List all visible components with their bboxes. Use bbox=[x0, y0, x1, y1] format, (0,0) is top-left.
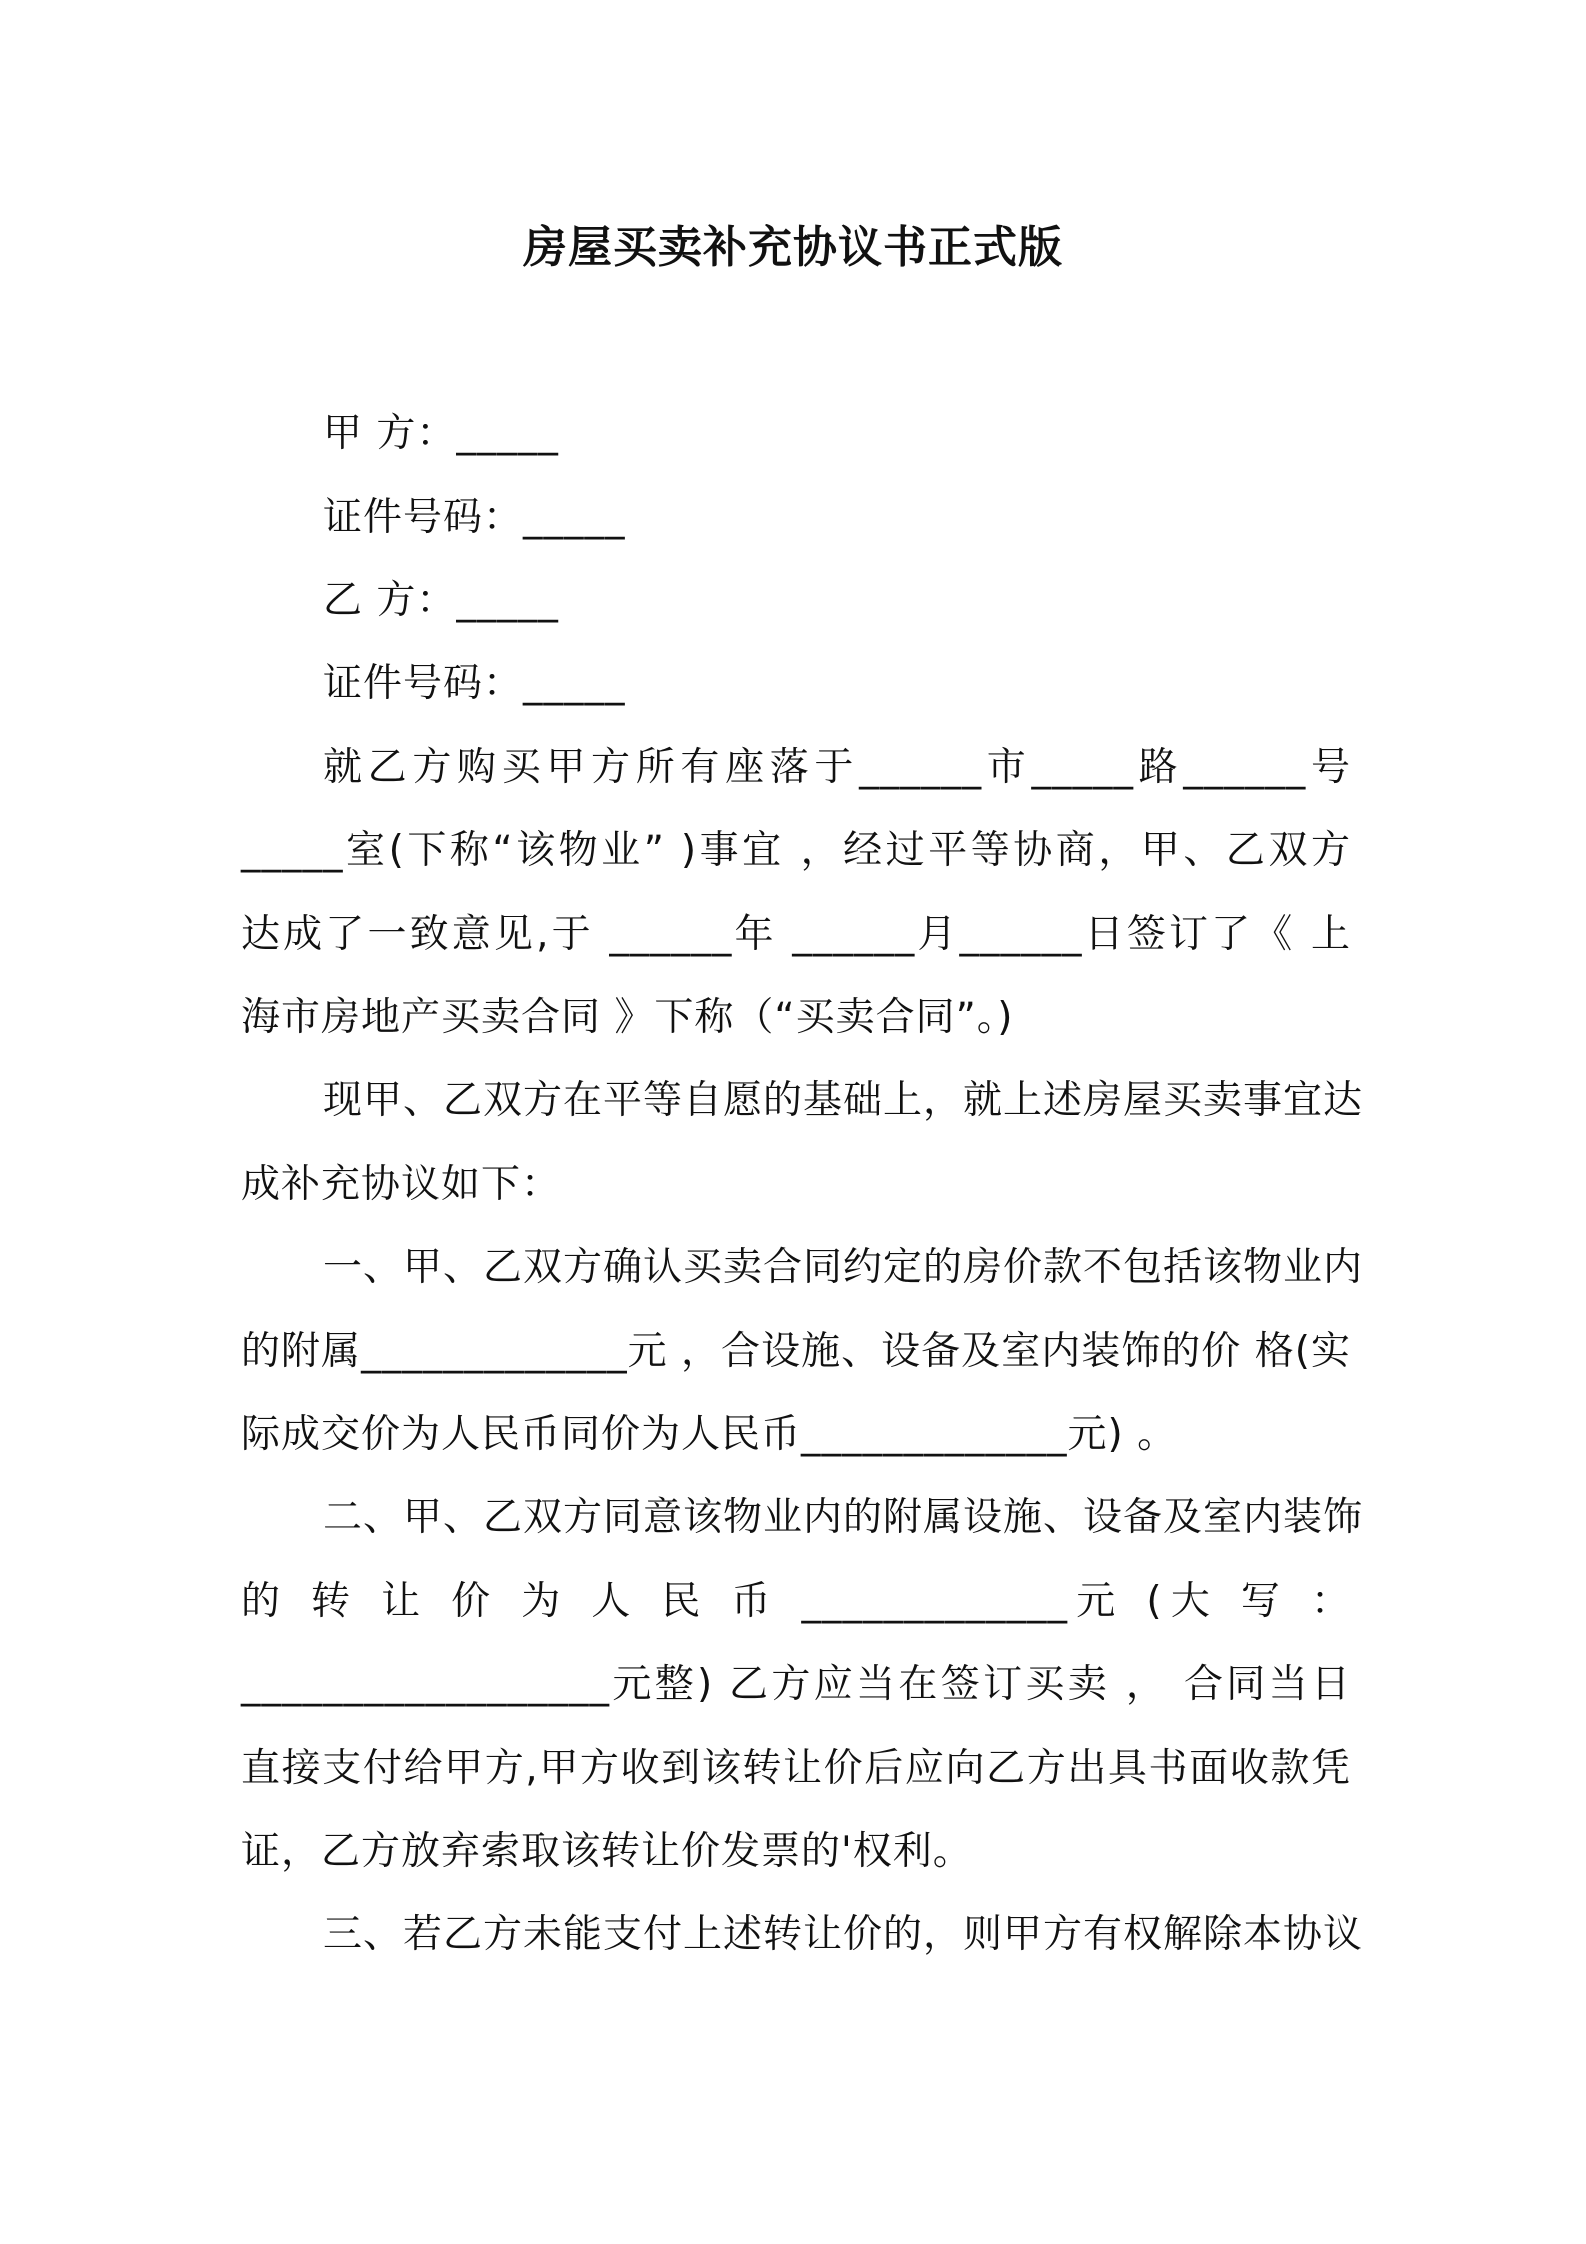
document-title: 房屋买卖补充协议书正式版 bbox=[523, 222, 1063, 273]
party-a-line: 甲 方：_____ bbox=[323, 411, 559, 456]
paragraph-line: 就乙方购买甲方所有座落于______市_____路______号 bbox=[323, 745, 1351, 790]
paragraph-line: 海市房地产买卖合同 》下称（“买卖合同”。) bbox=[241, 995, 1014, 1040]
clause-1-line: 的附属_____________元 ，合设施、设备及室内装饰的价 格(实 bbox=[241, 1329, 1351, 1374]
clause-2-line: 证，乙方放弃索取该转让价发票的'权利。 bbox=[241, 1829, 973, 1874]
clause-1-line: 一、甲、乙双方确认买卖合同约定的房价款不包括该物业内 bbox=[323, 1245, 1364, 1290]
paragraph-line: 达成了一致意见,于 ______年 ______月______日签订了《 上 bbox=[241, 912, 1351, 957]
paragraph-line: 成补充协议如下： bbox=[241, 1162, 562, 1207]
clause-1-line: 际成交价为人民币同价为人民币_____________元) 。 bbox=[241, 1412, 1178, 1457]
clause-2-line: __________________元整) 乙方应当在签订买卖 ， 合同当日 bbox=[241, 1662, 1351, 1707]
party-b-line: 乙 方：_____ bbox=[323, 578, 559, 623]
party-b-id-line: 证件号码：_____ bbox=[323, 661, 626, 706]
clause-2-line: 二、甲、乙双方同意该物业内的附属设施、设备及室内装饰 bbox=[323, 1495, 1364, 1540]
clause-3-line: 三、若乙方未能支付上述转让价的，则甲方有权解除本协议 bbox=[323, 1912, 1364, 1957]
paragraph-line: _____室(下称“该物业” )事宜 ，经过平等协商，甲、乙双方 bbox=[241, 828, 1351, 873]
paragraph-line: 现甲、乙双方在平等自愿的基础上，就上述房屋买卖事宜达 bbox=[323, 1078, 1364, 1123]
party-a-id-line: 证件号码：_____ bbox=[323, 495, 626, 540]
clause-2-line: 的 转 让 价 为 人 民 币 _____________元 (大 写 ： bbox=[241, 1579, 1351, 1624]
clause-2-line: 直接支付给甲方,甲方收到该转让价后应向乙方出具书面收款凭 bbox=[241, 1746, 1351, 1791]
